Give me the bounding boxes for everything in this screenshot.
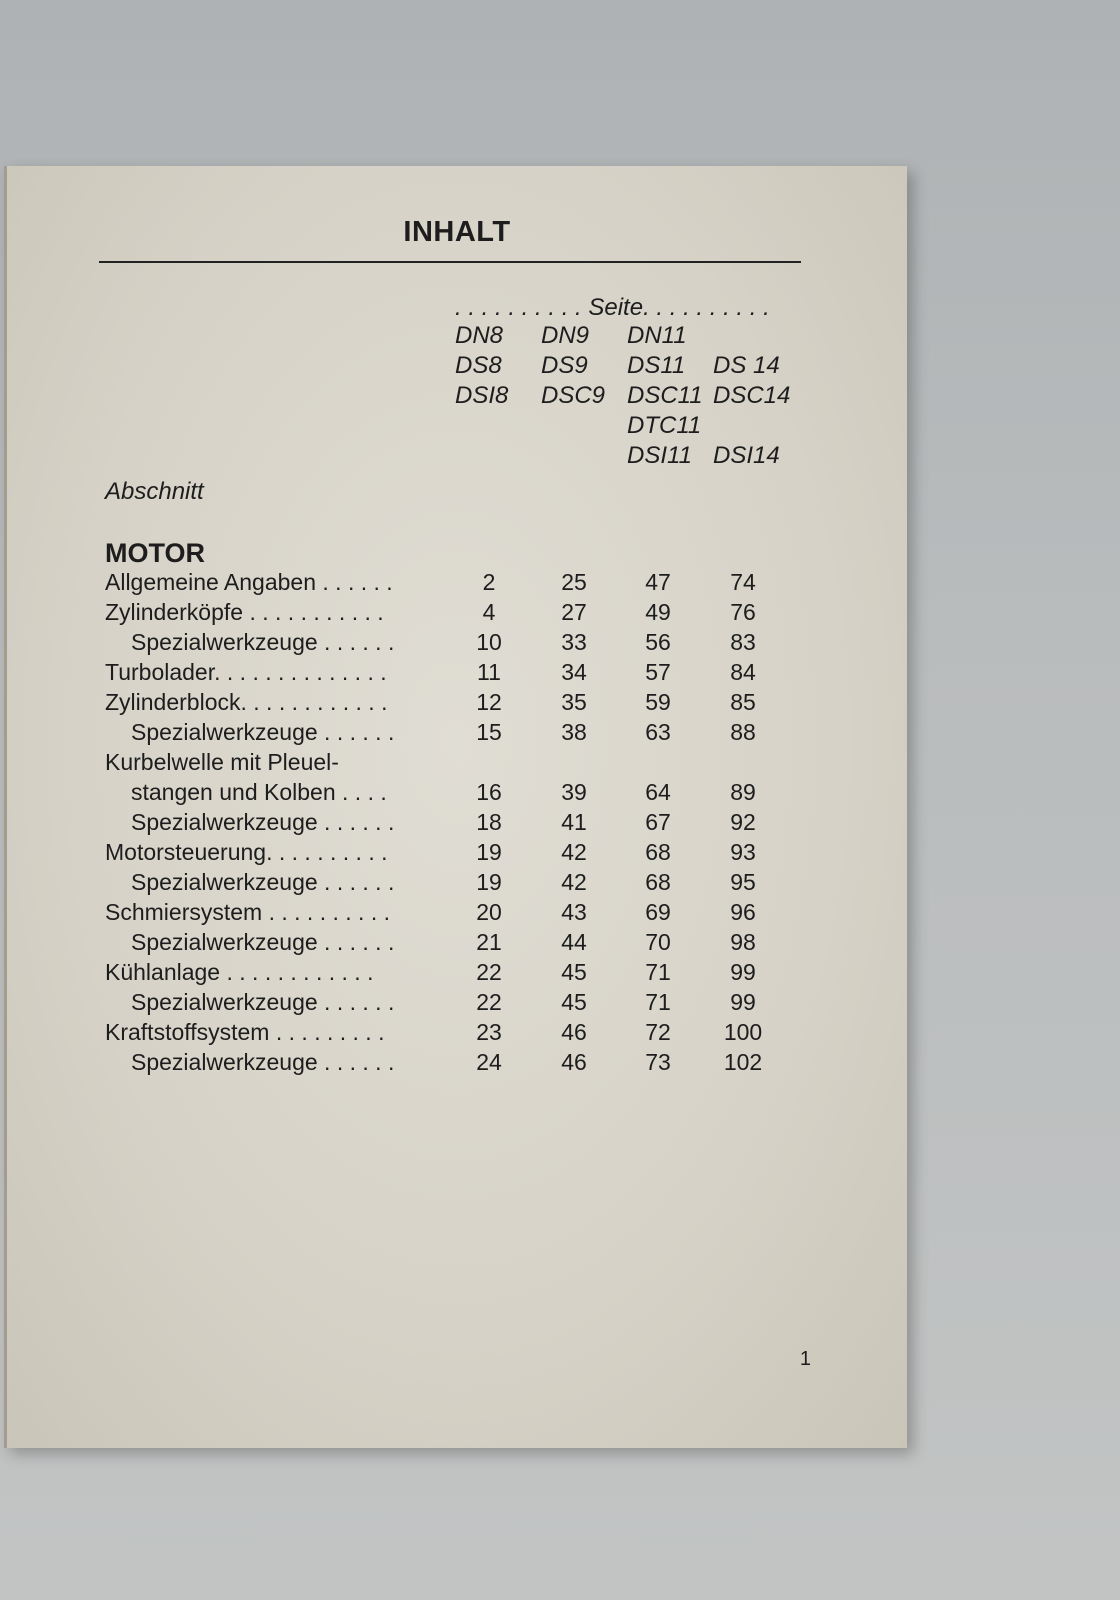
toc-page-number: 45 [561, 989, 587, 1015]
toc-page-number: 96 [730, 899, 756, 925]
toc-row [7, 629, 907, 659]
toc-page-number: 49 [645, 599, 671, 625]
section-title: MOTOR [105, 538, 205, 568]
toc-entry-label: Spezialwerkzeuge . . . . . . [131, 719, 395, 745]
toc-row [7, 569, 907, 599]
title-rule [99, 261, 801, 263]
toc-page-number: 85 [730, 689, 756, 715]
toc-page-number: 4 [482, 599, 496, 625]
toc-page-number: 22 [476, 959, 502, 985]
toc-page-number: 64 [645, 779, 671, 805]
toc-page-number: 70 [645, 929, 671, 955]
toc-entry-label: Kurbelwelle mit Pleuel- [105, 749, 339, 775]
toc-page-number: 41 [561, 809, 587, 835]
toc-page-number: 57 [645, 659, 671, 685]
toc-page-number: 89 [730, 779, 756, 805]
toc-page-number: 43 [561, 899, 587, 925]
toc-entry-label: Spezialwerkzeuge . . . . . . [131, 869, 395, 895]
toc-entry-label: Spezialwerkzeuge . . . . . . [131, 629, 395, 655]
toc-page-number: 11 [477, 659, 501, 685]
toc-row [7, 989, 907, 1019]
toc-page-number: 20 [476, 899, 502, 925]
toc-page-number: 34 [561, 659, 587, 685]
model-label: DSI8 [455, 382, 509, 409]
toc-page-number: 84 [730, 659, 756, 685]
toc-page-number: 99 [730, 959, 756, 985]
toc-entry-label: Kühlanlage . . . . . . . . . . . . [105, 959, 374, 985]
toc-page-number: 10 [476, 629, 502, 655]
toc-page-number: 102 [723, 1049, 763, 1075]
toc-row [7, 839, 907, 869]
toc-page-number: 59 [645, 689, 671, 715]
toc-entry-label: Spezialwerkzeuge . . . . . . [131, 1049, 395, 1075]
toc-row [7, 689, 907, 719]
toc-page-number: 100 [723, 1019, 763, 1045]
toc-row [7, 659, 907, 689]
toc-row [7, 599, 907, 629]
toc-page-number: 15 [476, 719, 502, 745]
model-label: DSC14 [713, 382, 791, 409]
toc-page-number: 72 [645, 1019, 671, 1045]
toc-page-number: 67 [645, 809, 671, 835]
toc-row [7, 809, 907, 839]
toc-page-number: 16 [476, 779, 502, 805]
toc-entry-label: Spezialwerkzeuge . . . . . . [131, 929, 395, 955]
model-label: DN11 [627, 322, 687, 349]
model-label: DS8 [455, 352, 502, 379]
toc-entry-label: Motorsteuerung. . . . . . . . . . [105, 839, 388, 865]
toc-page-number: 2 [482, 569, 496, 595]
model-label: DSC9 [541, 382, 606, 409]
toc-row [7, 869, 907, 899]
toc-page-number: 19 [476, 839, 502, 865]
toc-row [7, 1019, 907, 1049]
toc-row [7, 779, 907, 809]
toc-row [7, 1049, 907, 1079]
toc-page-number: 98 [730, 929, 756, 955]
toc-entry-label: Schmiersystem . . . . . . . . . . [105, 899, 390, 925]
toc-page-number: 63 [645, 719, 671, 745]
toc-row [7, 749, 907, 779]
page-number: 1 [799, 1348, 811, 1370]
model-label: DSI14 [713, 442, 780, 469]
toc-page-number: 45 [561, 959, 587, 985]
model-label: DTC11 [627, 412, 702, 439]
toc-page-number: 95 [730, 869, 756, 895]
toc-page-number: 38 [561, 719, 587, 745]
toc-page-number: 44 [561, 929, 587, 955]
page-title: INHALT [403, 216, 511, 248]
model-label: DSI11 [627, 442, 692, 469]
toc-page-number: 74 [730, 569, 756, 595]
toc-row [7, 959, 907, 989]
toc-row [7, 929, 907, 959]
model-label: DN8 [455, 322, 504, 349]
toc-page-number: 47 [645, 569, 671, 595]
toc-page-number: 69 [645, 899, 671, 925]
toc-page-number: 71 [645, 959, 671, 985]
model-label: DS11 [627, 352, 686, 379]
toc-page-number: 18 [476, 809, 502, 835]
document-page [4, 166, 907, 1448]
toc-page-number: 93 [730, 839, 756, 865]
toc-page-number: 39 [561, 779, 587, 805]
toc-page-number: 68 [645, 869, 671, 895]
toc-page-number: 35 [561, 689, 587, 715]
toc-page-number: 42 [561, 869, 587, 895]
toc-row [7, 719, 907, 749]
toc-page-number: 22 [476, 989, 502, 1015]
toc-page-number: 23 [476, 1019, 502, 1045]
toc-entry-label: Zylinderblock. . . . . . . . . . . . [105, 689, 388, 715]
seite-label: . . . . . . . . . . Seite. . . . . . . . . . [455, 294, 770, 321]
toc-entry-label: Spezialwerkzeuge . . . . . . [131, 989, 395, 1015]
toc-page-number: 83 [730, 629, 756, 655]
toc-page-number: 46 [561, 1019, 587, 1045]
toc-entry-label: Kraftstoffsystem . . . . . . . . . [105, 1019, 385, 1045]
toc-page-number: 99 [730, 989, 756, 1015]
model-label: DSC11 [627, 382, 703, 409]
toc-page-number: 33 [561, 629, 587, 655]
toc-entry-label: stangen und Kolben . . . . [131, 779, 387, 805]
toc-page-number: 12 [476, 689, 502, 715]
toc-page-number: 24 [476, 1049, 502, 1075]
toc-page-number: 92 [730, 809, 756, 835]
toc-entry-label: Allgemeine Angaben . . . . . . [105, 569, 393, 595]
toc-page-number: 21 [476, 929, 502, 955]
toc-page-number: 71 [645, 989, 671, 1015]
abschnitt-label: Abschnitt [105, 478, 204, 505]
model-label: DS 14 [713, 352, 780, 379]
toc-page-number: 56 [645, 629, 671, 655]
toc-page-number: 42 [561, 839, 587, 865]
toc-entry-label: Zylinderköpfe . . . . . . . . . . . [105, 599, 384, 625]
toc-page-number: 73 [645, 1049, 671, 1075]
toc-entry-label: Spezialwerkzeuge . . . . . . [131, 809, 395, 835]
toc-page-number: 76 [730, 599, 756, 625]
toc-page-number: 68 [645, 839, 671, 865]
toc-page-number: 19 [476, 869, 502, 895]
toc-page-number: 27 [561, 599, 587, 625]
toc-page-number: 88 [730, 719, 756, 745]
model-label: DN9 [541, 322, 590, 349]
toc-page-number: 25 [561, 569, 587, 595]
toc-row [7, 899, 907, 929]
toc-entry-label: Turbolader. . . . . . . . . . . . . . [105, 659, 387, 685]
toc-page-number: 46 [561, 1049, 587, 1075]
model-label: DS9 [541, 352, 588, 379]
